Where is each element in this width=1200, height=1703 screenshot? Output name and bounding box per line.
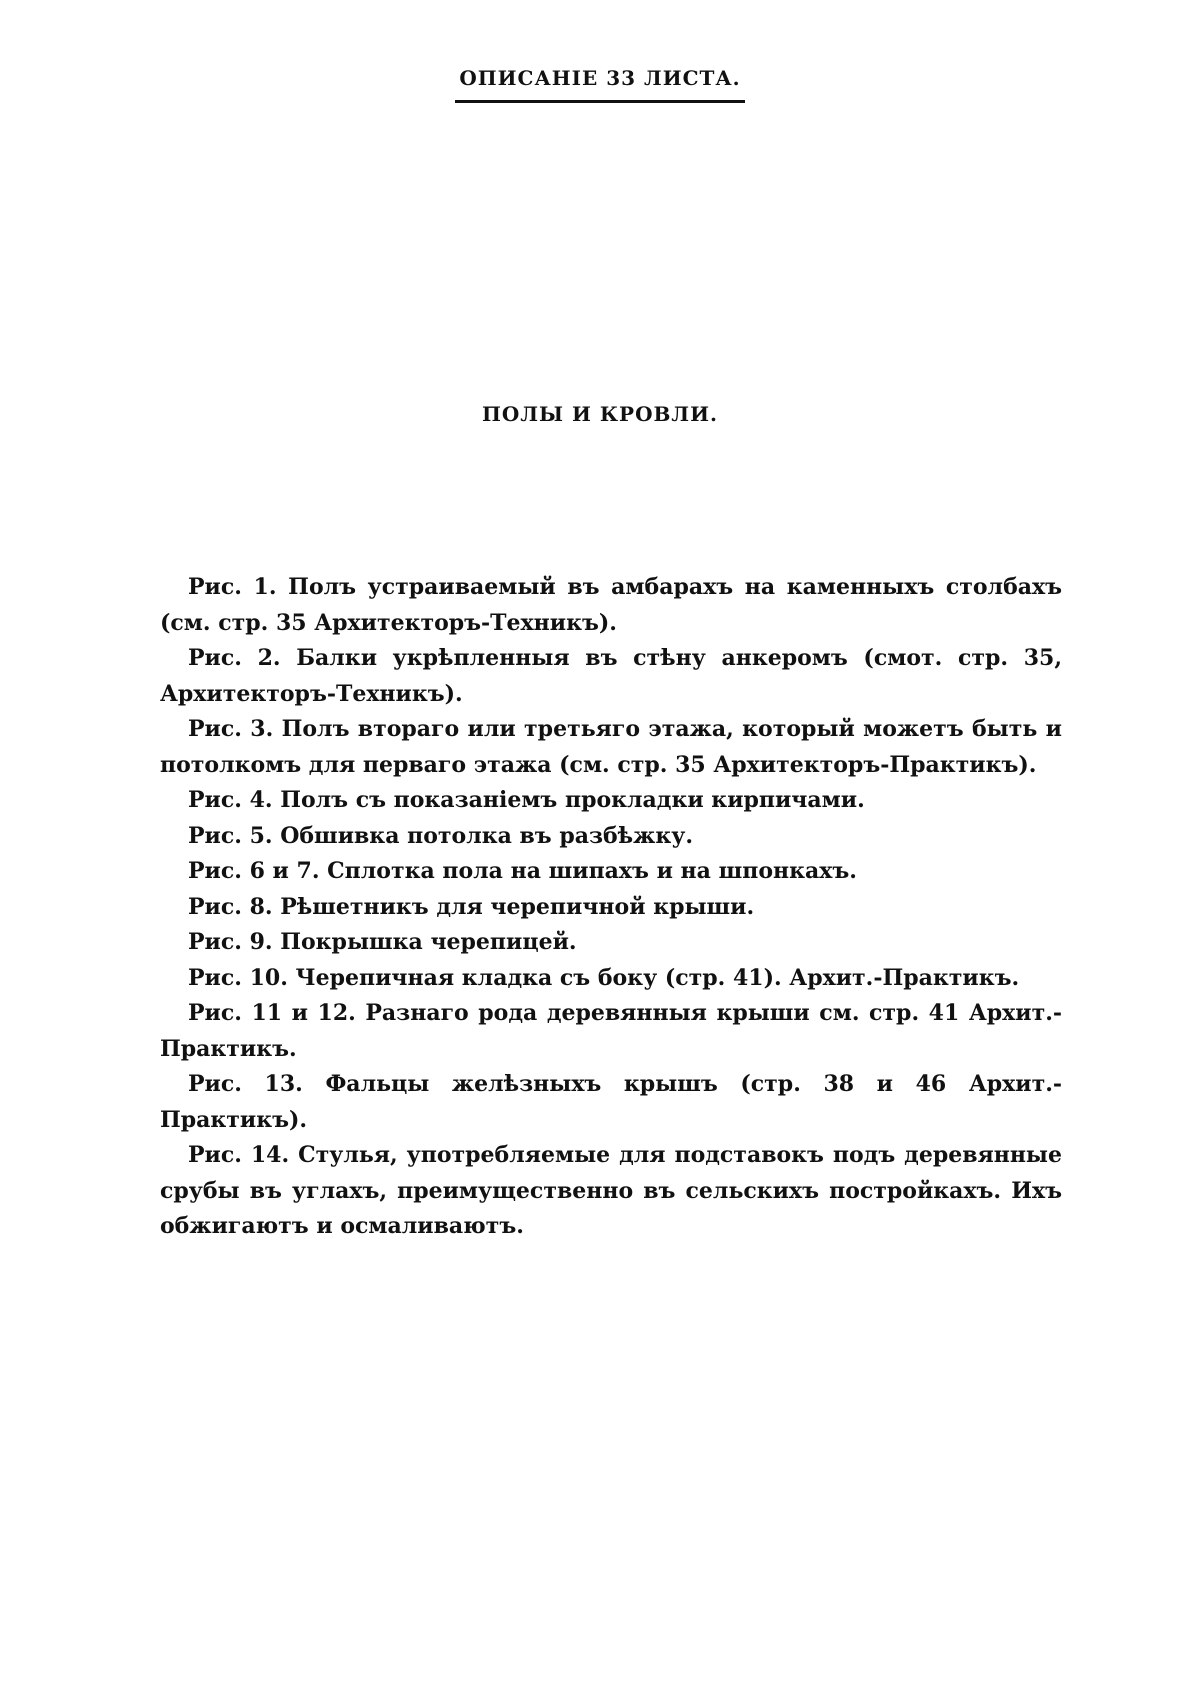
- caption-text: Полъ съ показаніемъ прокладки кирпичами.: [280, 787, 865, 813]
- figure-captions: [160, 570, 1062, 1245]
- caption-figure-label: Рис. 2.: [188, 645, 281, 671]
- caption-item: [160, 712, 1062, 783]
- caption-text: Сплотка пола на шипахъ и на шпонкахъ.: [327, 858, 857, 884]
- caption-figure-label: Рис. 14.: [188, 1142, 290, 1168]
- caption-text: Рѣшетникъ для черепичной крыши.: [280, 893, 755, 920]
- caption-figure-label: Рис. 6 и 7.: [188, 858, 320, 884]
- caption-figure-label: Рис. 8.: [188, 893, 273, 920]
- caption-text: Обшивка потолка въ разбѣжку.: [280, 822, 693, 849]
- caption-item: [160, 1138, 1062, 1245]
- caption-text: Стулья, употребляемые для подставокъ подъ деревянные срубы въ углахъ, преимущественно въ сельскихъ постройкахъ. Ихъ обжигаютъ и осмаливаютъ.: [160, 1142, 1062, 1239]
- caption-text: Разнаго рода деревянныя крыши см. стр. 41 Архит.-Практикъ.: [160, 1000, 1062, 1062]
- caption-text: Черепичная кладка съ боку (стр. 41). Архит.-Практикъ.: [295, 964, 1020, 991]
- caption-item: [160, 1067, 1062, 1138]
- caption-figure-label: Рис. 13.: [188, 1071, 303, 1097]
- section-title: ПОЛЫ И КРОВЛИ.: [482, 402, 718, 426]
- caption-figure-label: Рис. 11 и 12.: [188, 1000, 356, 1026]
- caption-text: Полъ устраиваемый въ амбарахъ на каменныхъ столбахъ (см. стр. 35 Архитекторъ-Техникъ).: [160, 574, 1062, 636]
- caption-figure-label: Рис. 4.: [188, 787, 273, 813]
- caption-figure-label: Рис. 9.: [188, 929, 273, 955]
- caption-item: [160, 819, 1062, 855]
- caption-item: [160, 570, 1062, 641]
- caption-item: [160, 925, 1062, 961]
- caption-text: Полъ втораго или третьяго этажа, который можетъ быть и потолкомъ для перваго этажа (см. стр. 35 Архитекторъ-Практикъ).: [160, 716, 1062, 778]
- caption-item: [160, 854, 1062, 890]
- caption-figure-label: Рис. 1.: [188, 574, 277, 600]
- caption-text: Фальцы желѣзныхъ крышъ (стр. 38 и 46 Архит.-Практикъ).: [160, 1071, 1062, 1133]
- caption-figure-label: Рис. 5.: [188, 822, 273, 849]
- caption-figure-label: Рис. 3.: [188, 716, 274, 742]
- caption-item: [160, 783, 1062, 819]
- header-title: ОПИСАНІЕ 33 ЛИСТА.: [455, 66, 744, 103]
- caption-text: Балки укрѣпленныя въ стѣну анкеромъ (смот. стр. 35, Архитекторъ-Техникъ).: [160, 645, 1062, 707]
- caption-item: [160, 641, 1062, 712]
- caption-item: [160, 890, 1062, 926]
- caption-item: [160, 961, 1062, 997]
- page-header: [0, 66, 1200, 103]
- caption-text: Покрышка черепицей.: [280, 929, 577, 955]
- caption-item: [160, 996, 1062, 1067]
- caption-figure-label: Рис. 10.: [188, 964, 288, 991]
